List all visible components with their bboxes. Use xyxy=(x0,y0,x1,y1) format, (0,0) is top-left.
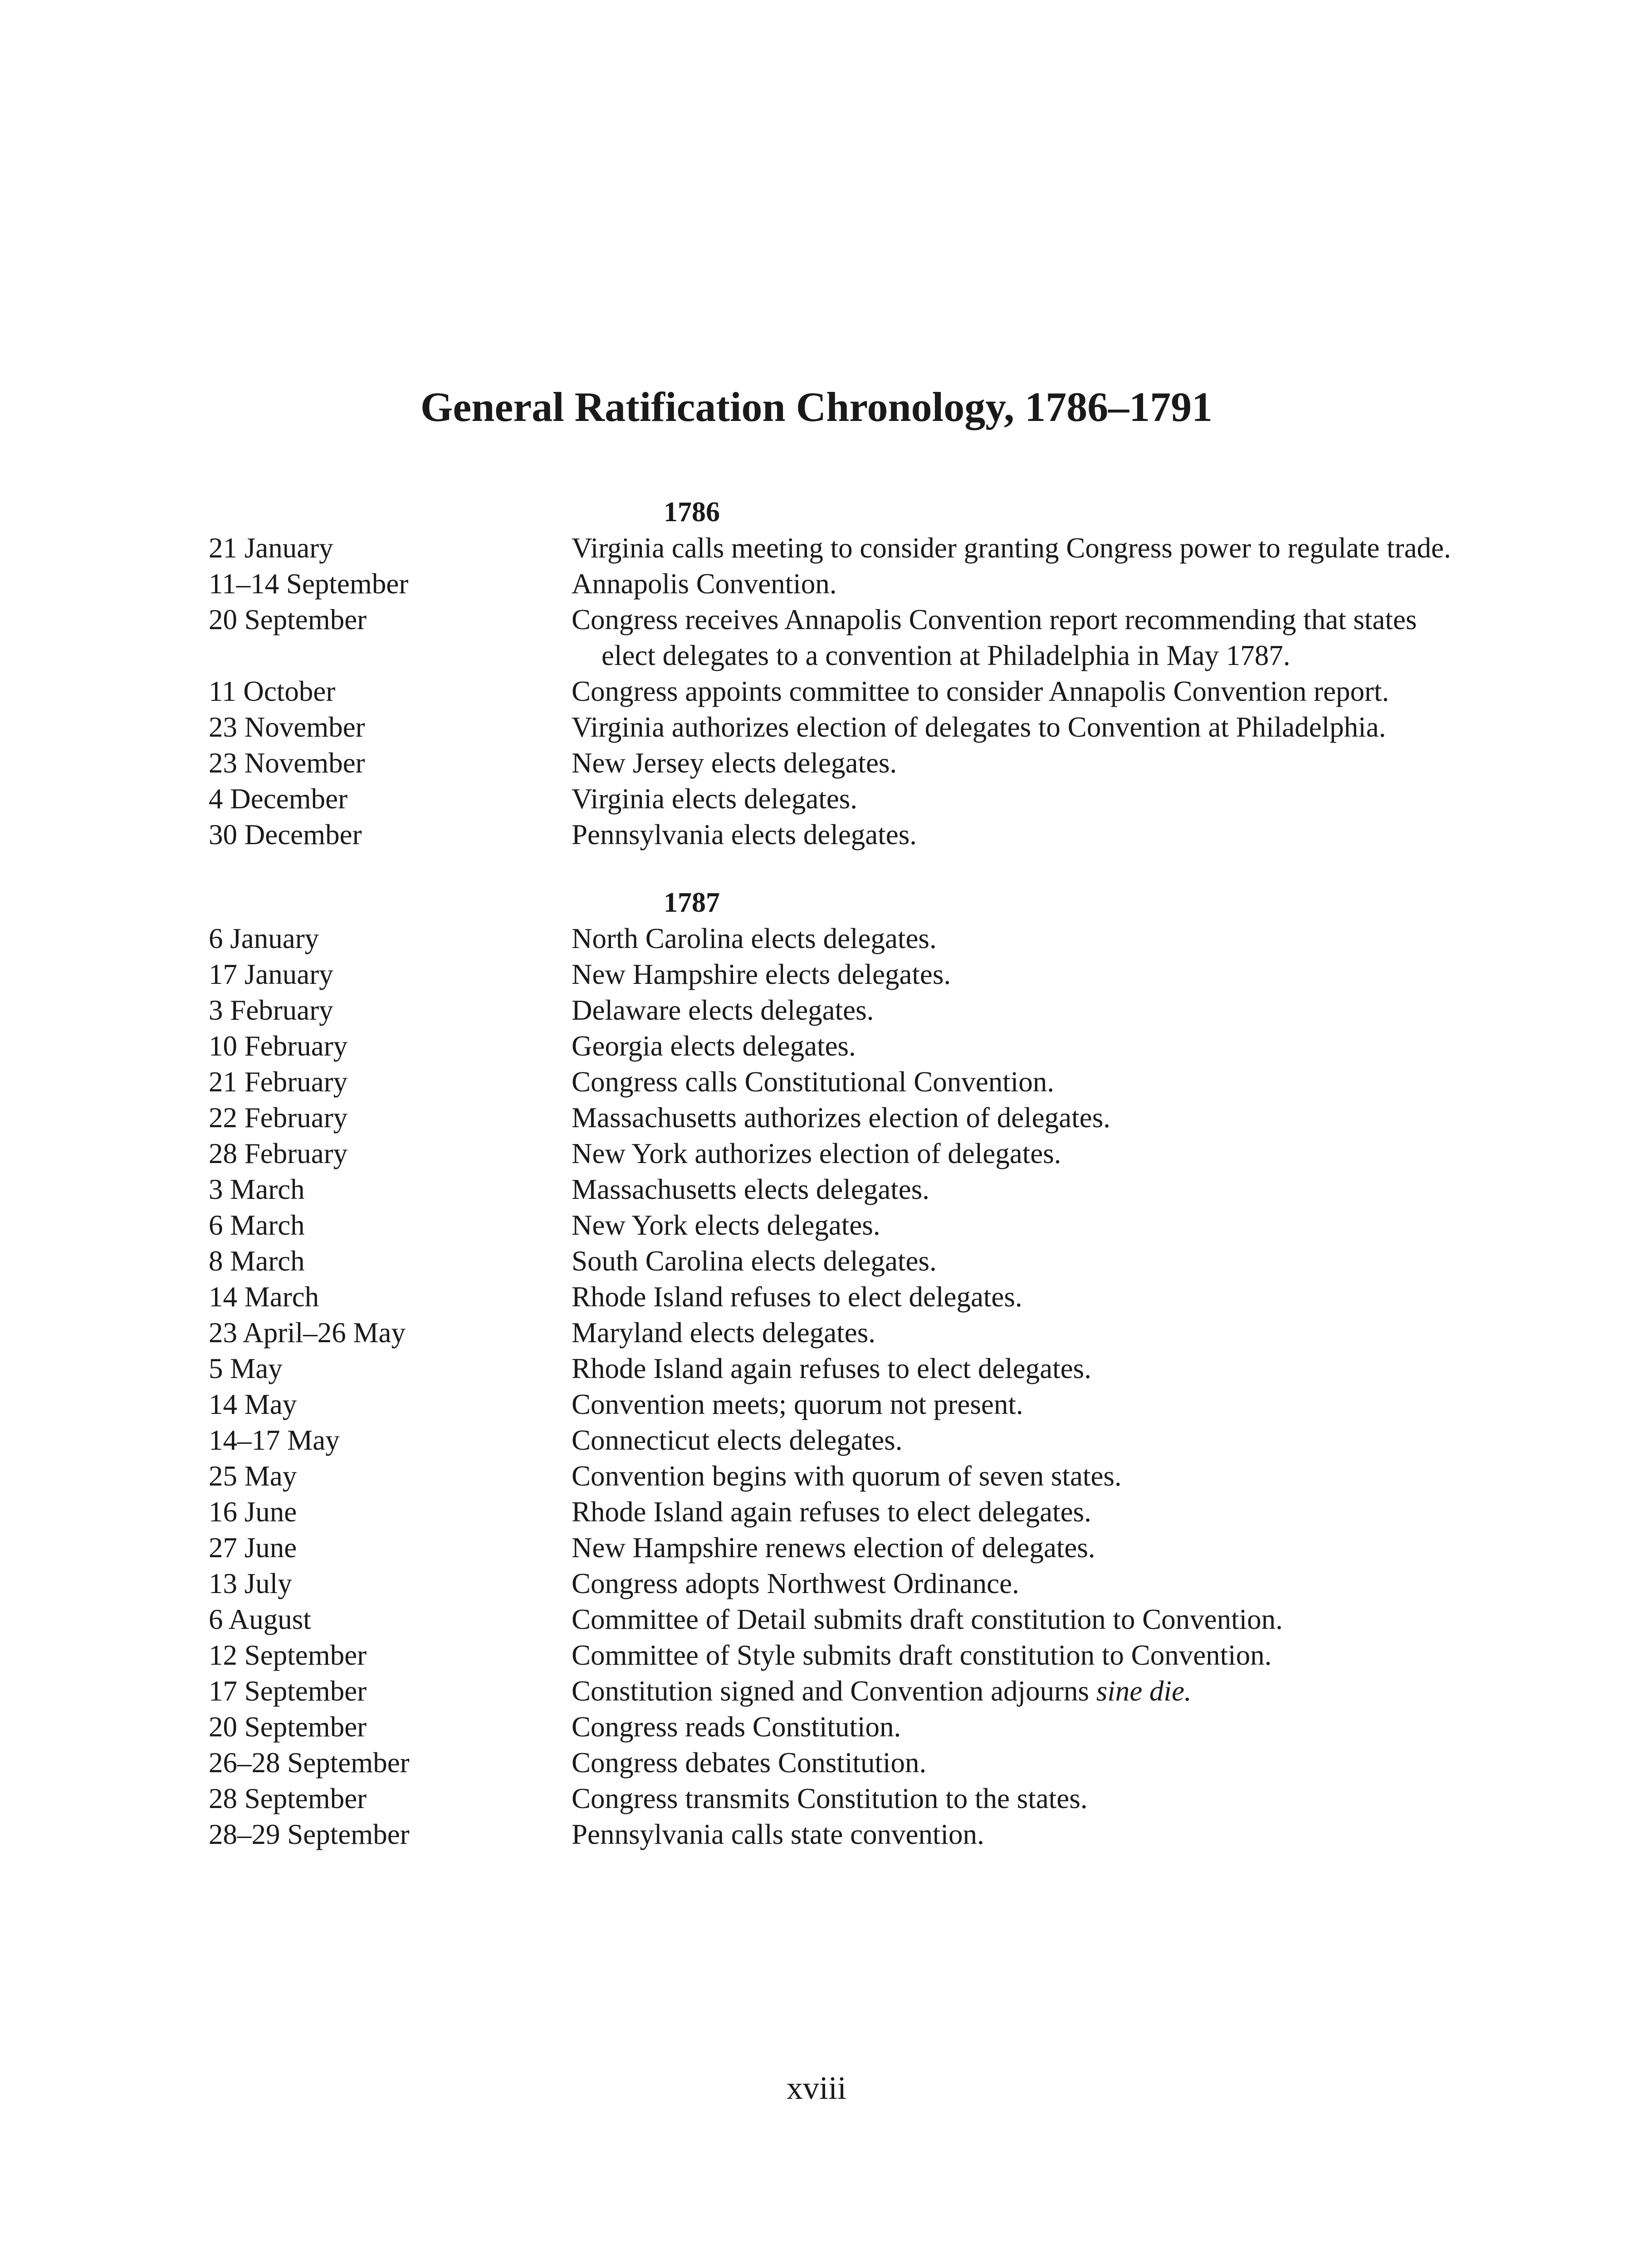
entry-event xyxy=(572,1602,1452,1637)
entry-event xyxy=(572,709,1452,745)
entry-date: 14–17 May xyxy=(209,1424,340,1456)
entry-date: 23 November xyxy=(209,711,365,743)
year-heading: 1787 xyxy=(664,887,720,918)
chronology-entry xyxy=(209,921,1452,957)
entry-date: 13 July xyxy=(209,1568,292,1599)
entry-event xyxy=(572,1566,1452,1602)
entry-date: 20 September xyxy=(209,1711,367,1743)
entry-date: 28 February xyxy=(209,1138,348,1169)
entry-date: 20 September xyxy=(209,604,367,635)
entry-event-text: Convention begins with quorum of seven states. xyxy=(572,1460,1122,1492)
entry-event xyxy=(572,1781,1452,1817)
entry-event xyxy=(572,1064,1452,1100)
entry-date: 6 August xyxy=(209,1603,311,1635)
chronology-entry xyxy=(209,817,1452,853)
entry-event-text: Constitution signed and Convention adjourns xyxy=(572,1675,1096,1707)
chronology-entry xyxy=(209,1566,1452,1602)
entry-event-text: New Hampshire elects delegates. xyxy=(572,958,951,990)
entry-date: 16 June xyxy=(209,1496,297,1528)
entry-event-text: South Carolina elects delegates. xyxy=(572,1245,937,1277)
entry-event-text: Congress reads Constitution. xyxy=(572,1711,901,1743)
entry-event xyxy=(572,817,1452,853)
entry-date: 28 September xyxy=(209,1783,367,1814)
entry-event-text: Convention meets; quorum not present. xyxy=(572,1388,1023,1420)
entry-event-text: Rhode Island again refuses to elect delegates. xyxy=(572,1353,1091,1384)
entry-date: 3 February xyxy=(209,994,333,1026)
entry-event-text: Congress debates Constitution. xyxy=(572,1747,927,1779)
entry-event-text: Congress transmits Constitution to the states. xyxy=(572,1783,1088,1814)
entry-date: 30 December xyxy=(209,819,362,850)
chronology-entry xyxy=(209,530,1452,566)
entry-date: 21 January xyxy=(209,532,333,564)
chronology-entry xyxy=(209,745,1452,781)
entry-event-text: New York authorizes election of delegates. xyxy=(572,1138,1061,1169)
entry-event-text: Delaware elects delegates. xyxy=(572,994,874,1026)
entry-date: 12 September xyxy=(209,1639,367,1671)
entry-event xyxy=(572,781,1452,817)
chronology-entry xyxy=(209,1745,1452,1781)
entry-event xyxy=(572,921,1452,957)
entry-date: 6 January xyxy=(209,923,319,954)
entry-event-text: Committee of Style submits draft constitution to Convention. xyxy=(572,1639,1272,1671)
chronology-entry xyxy=(209,1243,1452,1279)
entry-date: 27 June xyxy=(209,1532,297,1564)
entry-event-text: Congress adopts Northwest Ordinance. xyxy=(572,1568,1019,1599)
chronology-entry xyxy=(209,1028,1452,1064)
entry-event-text: Congress appoints committee to consider Annapolis Convention report. xyxy=(572,675,1389,707)
entry-event xyxy=(572,1243,1452,1279)
chronology-entry xyxy=(209,1817,1452,1853)
entry-event xyxy=(572,1709,1452,1745)
year-heading: 1786 xyxy=(664,497,720,528)
entry-event xyxy=(572,1745,1452,1781)
chronology-entry xyxy=(209,1136,1452,1172)
entry-event xyxy=(572,1351,1452,1387)
entry-date: 17 January xyxy=(209,958,333,990)
entry-date: 6 March xyxy=(209,1209,305,1241)
entry-event xyxy=(572,1207,1452,1243)
entry-date: 3 March xyxy=(209,1173,305,1205)
entry-event xyxy=(572,1100,1452,1136)
chronology-table xyxy=(209,494,1452,1853)
chronology-entry xyxy=(209,957,1452,992)
chronology-entry xyxy=(209,566,1452,602)
chronology-entry xyxy=(209,781,1452,817)
entry-date: 26–28 September xyxy=(209,1747,410,1779)
chronology-entry xyxy=(209,992,1452,1028)
entry-event-text: Congress receives Annapolis Convention report recommending that states elect delegates to a convention at Philadelphia in May 1787. xyxy=(572,604,1417,671)
entry-event xyxy=(572,1494,1452,1530)
entry-event xyxy=(572,1637,1452,1673)
entry-date: 5 May xyxy=(209,1353,283,1384)
entry-date: 4 December xyxy=(209,783,348,815)
entry-date: 8 March xyxy=(209,1245,305,1277)
entry-event xyxy=(572,745,1452,781)
entry-date: 25 May xyxy=(209,1460,297,1492)
chronology-entry xyxy=(209,709,1452,745)
entry-event-text: New Jersey elects delegates. xyxy=(572,747,897,779)
entry-event-text: North Carolina elects delegates. xyxy=(572,923,937,954)
entry-event xyxy=(572,1315,1452,1351)
entry-event-text: Pennsylvania elects delegates. xyxy=(572,819,917,850)
entry-date: 23 November xyxy=(209,747,365,779)
entry-event-text: Massachusetts elects delegates. xyxy=(572,1173,929,1205)
entry-event xyxy=(572,1422,1452,1458)
chronology-entry xyxy=(209,1458,1452,1494)
chronology-entry xyxy=(209,1387,1452,1422)
entry-event xyxy=(572,1028,1452,1064)
chronology-entry xyxy=(209,1602,1452,1637)
entry-event xyxy=(572,1458,1452,1494)
entry-date: 14 March xyxy=(209,1281,319,1313)
chronology-entry xyxy=(209,1100,1452,1136)
entry-event xyxy=(572,530,1452,566)
entry-date: 14 May xyxy=(209,1388,297,1420)
chronology-entry xyxy=(209,1279,1452,1315)
entry-event-text: Virginia calls meeting to consider granting Congress power to regulate trade. xyxy=(572,532,1451,564)
chronology-entry xyxy=(209,1351,1452,1387)
entry-event xyxy=(572,1817,1452,1853)
entry-event xyxy=(572,1172,1452,1207)
entry-list xyxy=(209,530,1452,853)
entry-event-text: Virginia elects delegates. xyxy=(572,783,858,815)
chronology-entry xyxy=(209,1422,1452,1458)
entry-event-italic: sine die. xyxy=(1096,1675,1192,1707)
chronology-entry xyxy=(209,1172,1452,1207)
chronology-entry xyxy=(209,1673,1452,1709)
page-number: xviii xyxy=(786,2070,846,2106)
year-section-1787 xyxy=(209,885,1452,1853)
entry-event-text: Massachusetts authorizes election of delegates. xyxy=(572,1102,1110,1134)
entry-date: 10 February xyxy=(209,1030,348,1062)
entry-event-text: Congress calls Constitutional Convention. xyxy=(572,1066,1054,1098)
entry-event-text: New Hampshire renews election of delegates. xyxy=(572,1532,1095,1564)
chronology-entry xyxy=(209,1315,1452,1351)
entry-event xyxy=(572,1136,1452,1172)
entry-event xyxy=(572,1387,1452,1422)
entry-event-text: Connecticut elects delegates. xyxy=(572,1424,903,1456)
entry-event xyxy=(572,602,1452,674)
entry-event xyxy=(572,674,1452,709)
entry-date: 11–14 September xyxy=(209,568,409,600)
entry-event-text: Georgia elects delegates. xyxy=(572,1030,856,1062)
chronology-entry xyxy=(209,1530,1452,1566)
entry-date: 23 April–26 May xyxy=(209,1317,406,1349)
entry-event xyxy=(572,566,1452,602)
entry-date: 21 February xyxy=(209,1066,348,1098)
entry-event xyxy=(572,1530,1452,1566)
entry-event-text: Rhode Island refuses to elect delegates. xyxy=(572,1281,1022,1313)
entry-event xyxy=(572,992,1452,1028)
chronology-entry xyxy=(209,1064,1452,1100)
entry-event xyxy=(572,1279,1452,1315)
chronology-entry xyxy=(209,1494,1452,1530)
entry-date: 17 September xyxy=(209,1675,367,1707)
chronology-entry xyxy=(209,1637,1452,1673)
chronology-entry xyxy=(209,674,1452,709)
entry-event-text: Annapolis Convention. xyxy=(572,568,837,600)
entry-date: 22 February xyxy=(209,1102,348,1134)
chronology-entry xyxy=(209,1781,1452,1817)
entry-list xyxy=(209,921,1452,1853)
entry-event xyxy=(572,957,1452,992)
entry-event-text: Rhode Island again refuses to elect delegates. xyxy=(572,1496,1091,1528)
entry-event-text: New York elects delegates. xyxy=(572,1209,880,1241)
entry-event-text: Committee of Detail submits draft constitution to Convention. xyxy=(572,1603,1283,1635)
entry-event-text: Virginia authorizes election of delegates to Convention at Philadelphia. xyxy=(572,711,1386,743)
entry-event-text: Maryland elects delegates. xyxy=(572,1317,875,1349)
chronology-entry xyxy=(209,1709,1452,1745)
chronology-entry xyxy=(209,1207,1452,1243)
entry-event-text: Pennsylvania calls state convention. xyxy=(572,1818,984,1850)
chronology-entry xyxy=(209,602,1452,674)
entry-date: 28–29 September xyxy=(209,1818,410,1850)
entry-date: 11 October xyxy=(209,675,336,707)
entry-event xyxy=(572,1673,1452,1709)
page-title: General Ratification Chronology, 1786–1791 xyxy=(420,383,1213,430)
year-section-1786 xyxy=(209,494,1452,853)
